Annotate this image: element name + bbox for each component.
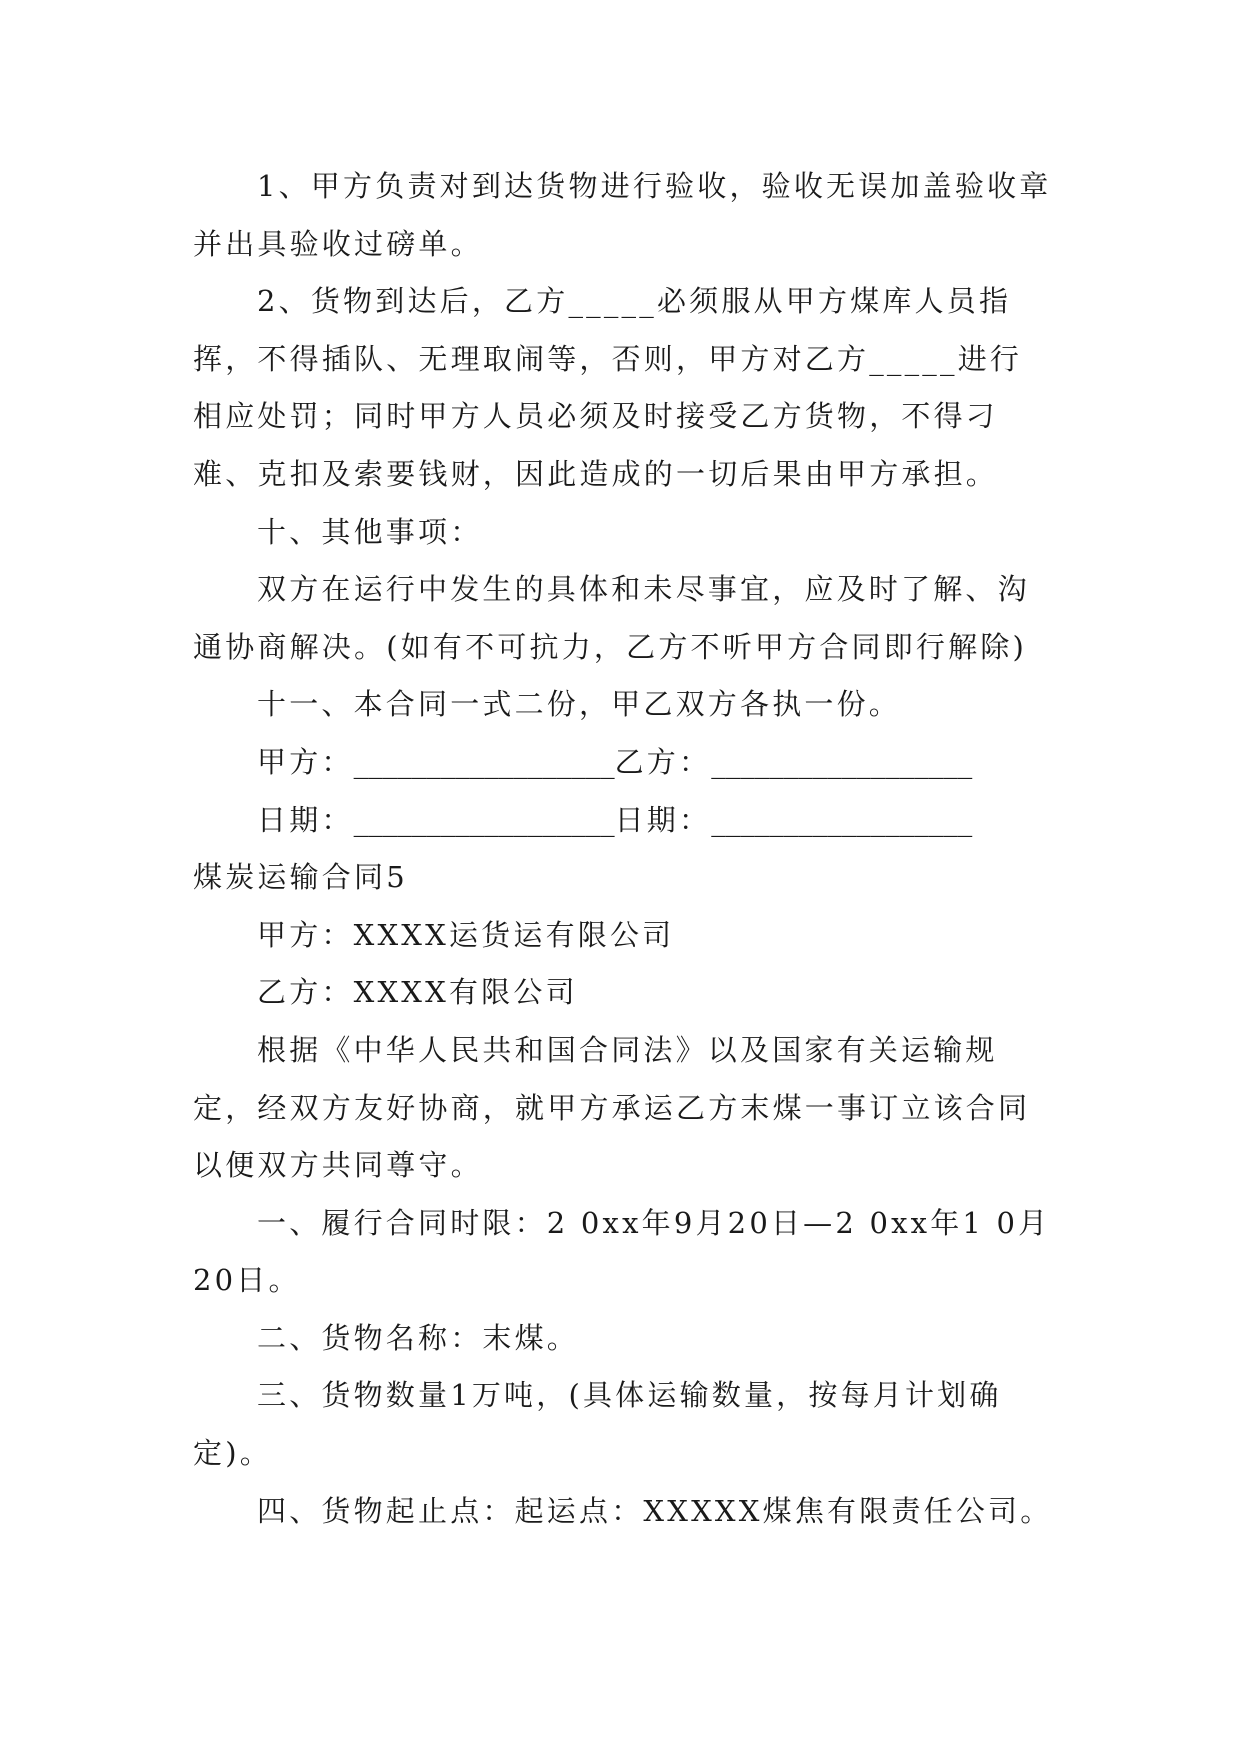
paragraph-acceptance: 1、甲方负责对到达货物进行验收，验收无误加盖验收章并出具验收过磅单。 [193, 169, 1052, 261]
paragraph-goods-name: 二、货物名称：末煤。 [257, 1320, 580, 1355]
date-b-blank: __________________ [711, 802, 973, 837]
signature-party-line [193, 734, 1053, 792]
paragraph-party-a: 甲方：XXXX运货运有限公司 [257, 917, 675, 952]
heading-other-matters: 十、其他事项： [257, 514, 483, 549]
paragraph-term: 一、履行合同时限：2 0xx年9月20日—2 0xx年1 0月20日。 [193, 1205, 1051, 1298]
section-title: 煤炭运输合同5 [193, 860, 408, 895]
paragraph-basis: 根据《中华人民共和国合同法》以及国家有关运输规定，经双方友好协商，就甲方承运乙方末煤一事订立该合同以便双方共同尊守。 [193, 1032, 1031, 1183]
date-b-label: 日期： [614, 802, 712, 837]
party-a-blank: __________________ [353, 744, 615, 779]
date-a-blank: __________________ [353, 802, 615, 837]
signature-date-line [193, 792, 1053, 850]
party-a-label: 甲方： [257, 744, 354, 779]
paragraph-copies: 十一、本合同一式二份，甲乙双方各执一份。 [257, 687, 902, 722]
contract-text [193, 158, 1053, 1540]
paragraph-other-matters: 双方在运行中发生的具体和未尽事宜，应及时了解、沟通协商解决。(如有不可抗力，乙方不听甲方合同即行解除) [193, 572, 1030, 664]
paragraph-party-b: 乙方：XXXX有限公司 [257, 975, 578, 1010]
party-b-label: 乙方： [614, 744, 712, 779]
paragraph-goods-route: 四、货物起止点：起运点：XXXXX煤焦有限责任公司。 [257, 1493, 1053, 1528]
paragraph-arrival: 2、货物到达后，乙方_____必须服从甲方煤库人员指挥，不得插队、无理取闹等，否则，甲方对乙方_____进行相应处罚；同时甲方人员必须及时接受乙方货物，不得刁难、克扣及索要钱财，因此造成的一切后果由甲方承担。 [193, 284, 1023, 491]
date-a-label: 日期： [257, 802, 354, 837]
party-b-blank: __________________ [711, 744, 973, 779]
paragraph-goods-quantity: 三、货物数量1万吨，(具体运输数量，按每月计划确定)。 [193, 1378, 1002, 1471]
